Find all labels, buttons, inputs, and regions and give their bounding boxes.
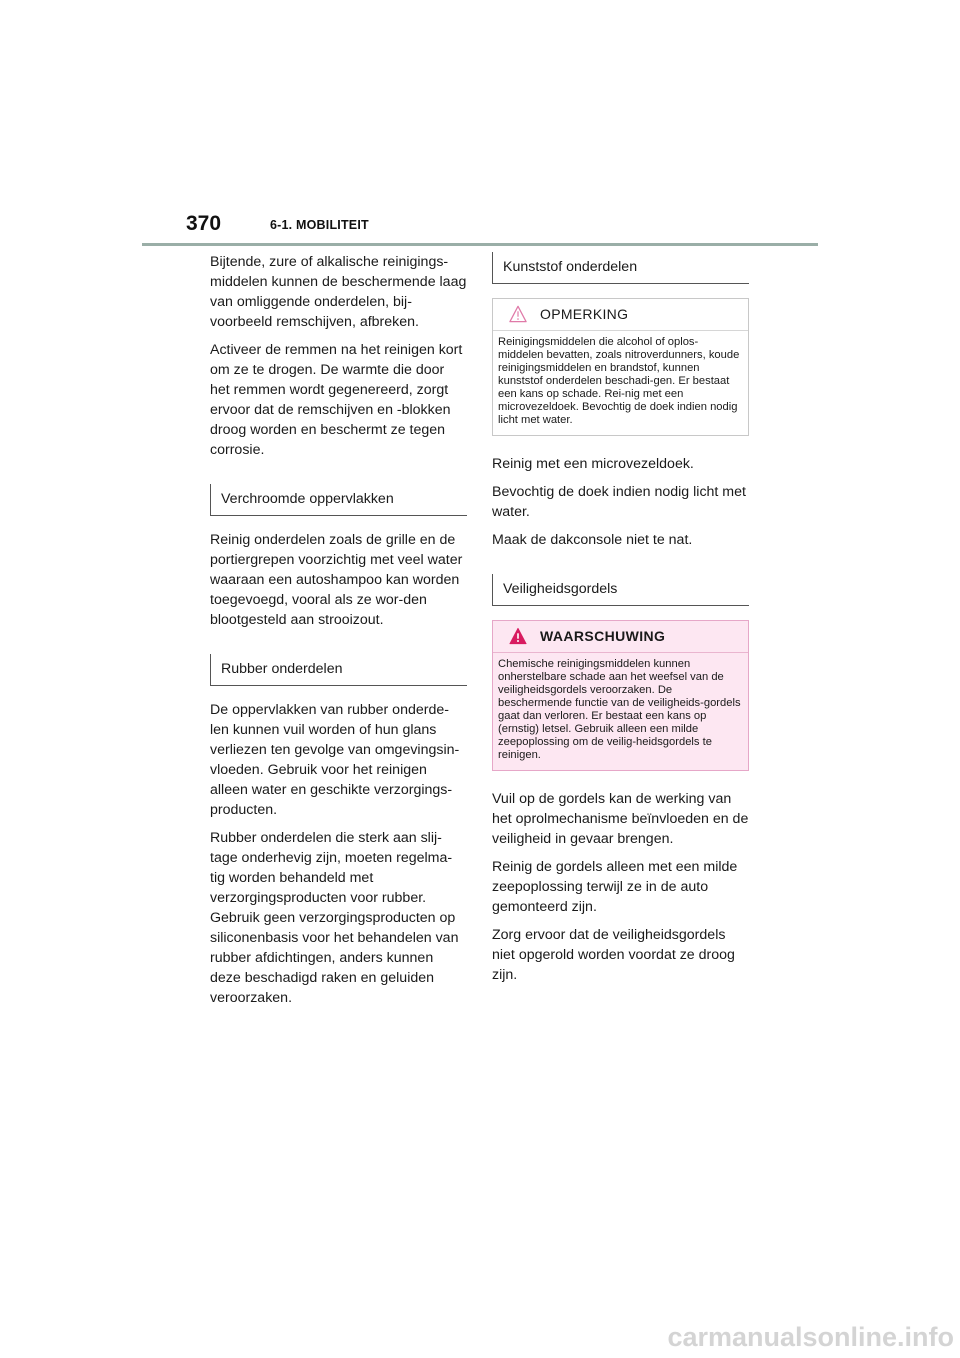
caution-outline-triangle-icon [509, 305, 527, 323]
paragraph: Reinig de gordels alleen met een milde zeepoplossing terwijl ze in de auto gemonteerd zijn. [492, 859, 738, 915]
notice-title: OPMERKING [540, 306, 629, 322]
warning-title: WAARSCHUWING [540, 628, 666, 644]
notice-header [493, 299, 748, 331]
watermark-text: carmanualsonline.info [667, 1322, 954, 1352]
warning-box [492, 620, 749, 771]
subheading-chrome-surfaces: Verchroomde oppervlakken [210, 484, 467, 516]
warning-header [493, 621, 748, 653]
subheading-rubber-parts: Rubber onderdelen [210, 654, 467, 686]
paragraph: Maak de dakconsole niet te nat. [492, 532, 693, 548]
watermark [0, 1322, 960, 1352]
page-number: 370 [186, 212, 222, 235]
notice-box [492, 298, 749, 436]
right-column [492, 252, 749, 993]
subheading-seatbelts: Veiligheidsgordels [492, 574, 749, 606]
notice-text: Reinigingsmiddelen die alcohol of oplos-middelen bevatten, zoals nitroverdunners, koude reinigingsmiddelen en brandstof, kunnen kunststof onderdelen beschadi-gen. Er bestaat een kans op schade. Rei-nig met een microvezeldoek. Bevochtig de doek indien nodig licht met water. [498, 336, 740, 426]
paragraph: Activeer de remmen na het reinigen kort om ze te drogen. De warmte die door het remmen wordt gegenereerd, zorgt ervoor dat de remschijven en -blokken droog worden en beschermt ze tegen corrosie. [210, 342, 463, 458]
left-column [210, 252, 467, 1016]
subheading-plastic-parts: Kunststof onderdelen [492, 252, 749, 284]
header-divider [142, 243, 818, 246]
paragraph: Zorg ervoor dat de veiligheidsgordels niet opgerold worden voordat ze droog zijn. [492, 927, 735, 983]
paragraph: Reinig onderdelen zoals de grille en de portiergrepen voorzichtig met veel water waaraan een autoshampoo kan worden toegevoegd, vooral als ze wor-den blootgesteld aan strooizout. [210, 532, 463, 628]
paragraph: Vuil op de gordels kan de werking van het oprolmechanisme beïnvloeden en de veiligheid in gevaar brengen. [492, 791, 749, 847]
paragraph: Rubber onderdelen die sterk aan slij-tage onderhevig zijn, moeten regelma-tig worden behandeld met verzorgingsproducten voor rubber. Gebruik geen verzorgingsproducten op siliconenbasis voor het behandelen van rubber afdichtingen, anders kunnen deze beschadigd raken en geluiden veroorzaken. [210, 830, 459, 1006]
paragraph: Reinig met een microvezeldoek. [492, 456, 694, 472]
warning-text: Chemische reinigingsmiddelen kunnen onherstelbare schade aan het weefsel van de veiligheidsgordels veroorzaken. De beschermende functie van de veiligheids-gordels gaat dan verloren. Er bestaat een kans op (ernstig) letsel. Gebruik alleen een milde zeepoplossing om de veilig-heidsgordels te reinigen. [498, 658, 741, 761]
warning-filled-triangle-icon [509, 627, 527, 645]
paragraph: De oppervlakken van rubber onderde-len kunnen vuil worden of hun glans verliezen ten gevolge van omgevingsin-vloeden. Gebruik voor het reinigen alleen water en geschikte verzorgings-producten. [210, 702, 460, 818]
paragraph: Bijtende, zure of alkalische reinigings-middelen kunnen de beschermende laag van omliggende onderdelen, bij-voorbeeld remschijven, afbreken. [210, 254, 467, 330]
section-title: 6-1. MOBILITEIT [270, 218, 369, 232]
paragraph: Bevochtig de doek indien nodig licht met water. [492, 484, 746, 520]
